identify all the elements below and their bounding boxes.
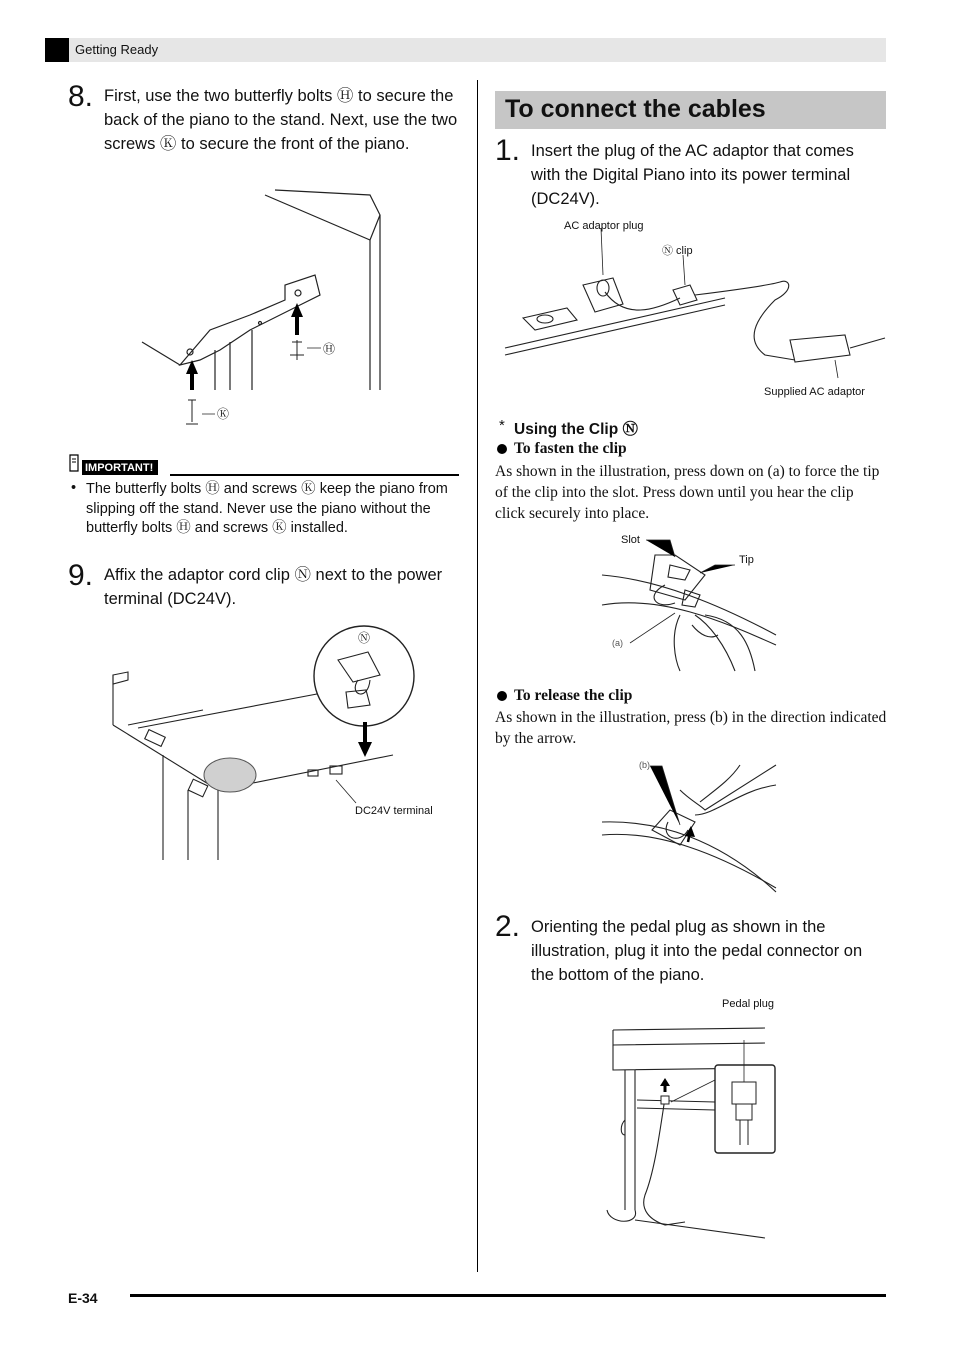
clip-heading-star: *	[499, 417, 505, 434]
label-h: Ⓗ	[323, 342, 336, 356]
clip-heading: Using the Clip Ⓝ	[514, 421, 639, 438]
caption-a: (a)	[612, 638, 623, 648]
caption-ac-adaptor-plug: AC adaptor plug	[564, 220, 644, 232]
pedal-plug-illustration	[605, 1010, 775, 1240]
release-clip-illustration	[600, 760, 780, 900]
step-8-number: 8.	[68, 80, 94, 113]
cord-clip-illustration	[108, 620, 438, 860]
fasten-text: As shown in the illustration, press down on (a) to force the tip of the clip into the slot. Press down until you hear the clip click securely into place.	[495, 463, 880, 522]
header-bar	[45, 38, 886, 62]
step-2-text: Orienting the pedal plug as shown in the illustration, plug it into the pedal connector on the bottom of the piano.	[531, 918, 863, 984]
important-icon	[66, 453, 82, 475]
caption-pedal-plug: Pedal plug	[722, 998, 774, 1010]
footer-rule	[130, 1294, 886, 1297]
bullet-fasten	[497, 444, 507, 454]
caption-b: (b)	[639, 760, 650, 770]
caption-supplied-ac-adaptor: Supplied AC adaptor	[764, 386, 865, 398]
step-9-number: 9.	[68, 559, 94, 592]
page-number: E-34	[68, 1290, 98, 1306]
important-bullet: •	[71, 480, 77, 496]
header-section: Getting Ready	[75, 42, 159, 57]
important-label: IMPORTANT!	[82, 460, 158, 475]
release-title: To release the clip	[514, 687, 633, 704]
bullet-release	[497, 691, 507, 701]
step-2-number: 2.	[495, 910, 521, 943]
caption-clip: Ⓝ clip	[662, 245, 693, 257]
step-1-number: 1.	[495, 134, 521, 167]
caption-dc24v-terminal: DC24V terminal	[355, 805, 433, 817]
caption-slot: Slot	[621, 534, 640, 546]
important-rule	[170, 474, 459, 476]
section-title: To connect the cables	[505, 95, 766, 123]
release-text: As shown in the illustration, press (b) in the direction indicated by the arrow.	[495, 709, 887, 747]
important-text: The butterfly bolts Ⓗ and screws Ⓚ keep the piano from slipping off the stand. Never use the piano without the butterfly bolts Ⓗ and screws Ⓚ installed.	[86, 481, 448, 536]
caption-tip: Tip	[739, 554, 754, 566]
step-9-text: Affix the adaptor cord clip Ⓝ next to the power terminal (DC24V).	[104, 566, 443, 608]
header-marker	[45, 38, 69, 62]
stand-bolts-illustration	[140, 190, 390, 440]
step-1-text: Insert the plug of the AC adaptor that comes with the Digital Piano into its power terminal (DC24V).	[531, 142, 854, 208]
column-divider	[477, 80, 478, 1272]
label-k: Ⓚ	[217, 407, 230, 421]
label-n: Ⓝ	[358, 631, 371, 645]
fasten-title: To fasten the clip	[514, 440, 627, 457]
step-8-text: First, use the two butterfly bolts Ⓗ to secure the back of the piano to the stand. Next, use the two screws Ⓚ to secure the front of the piano.	[104, 87, 458, 153]
ac-adaptor-illustration	[505, 230, 885, 380]
